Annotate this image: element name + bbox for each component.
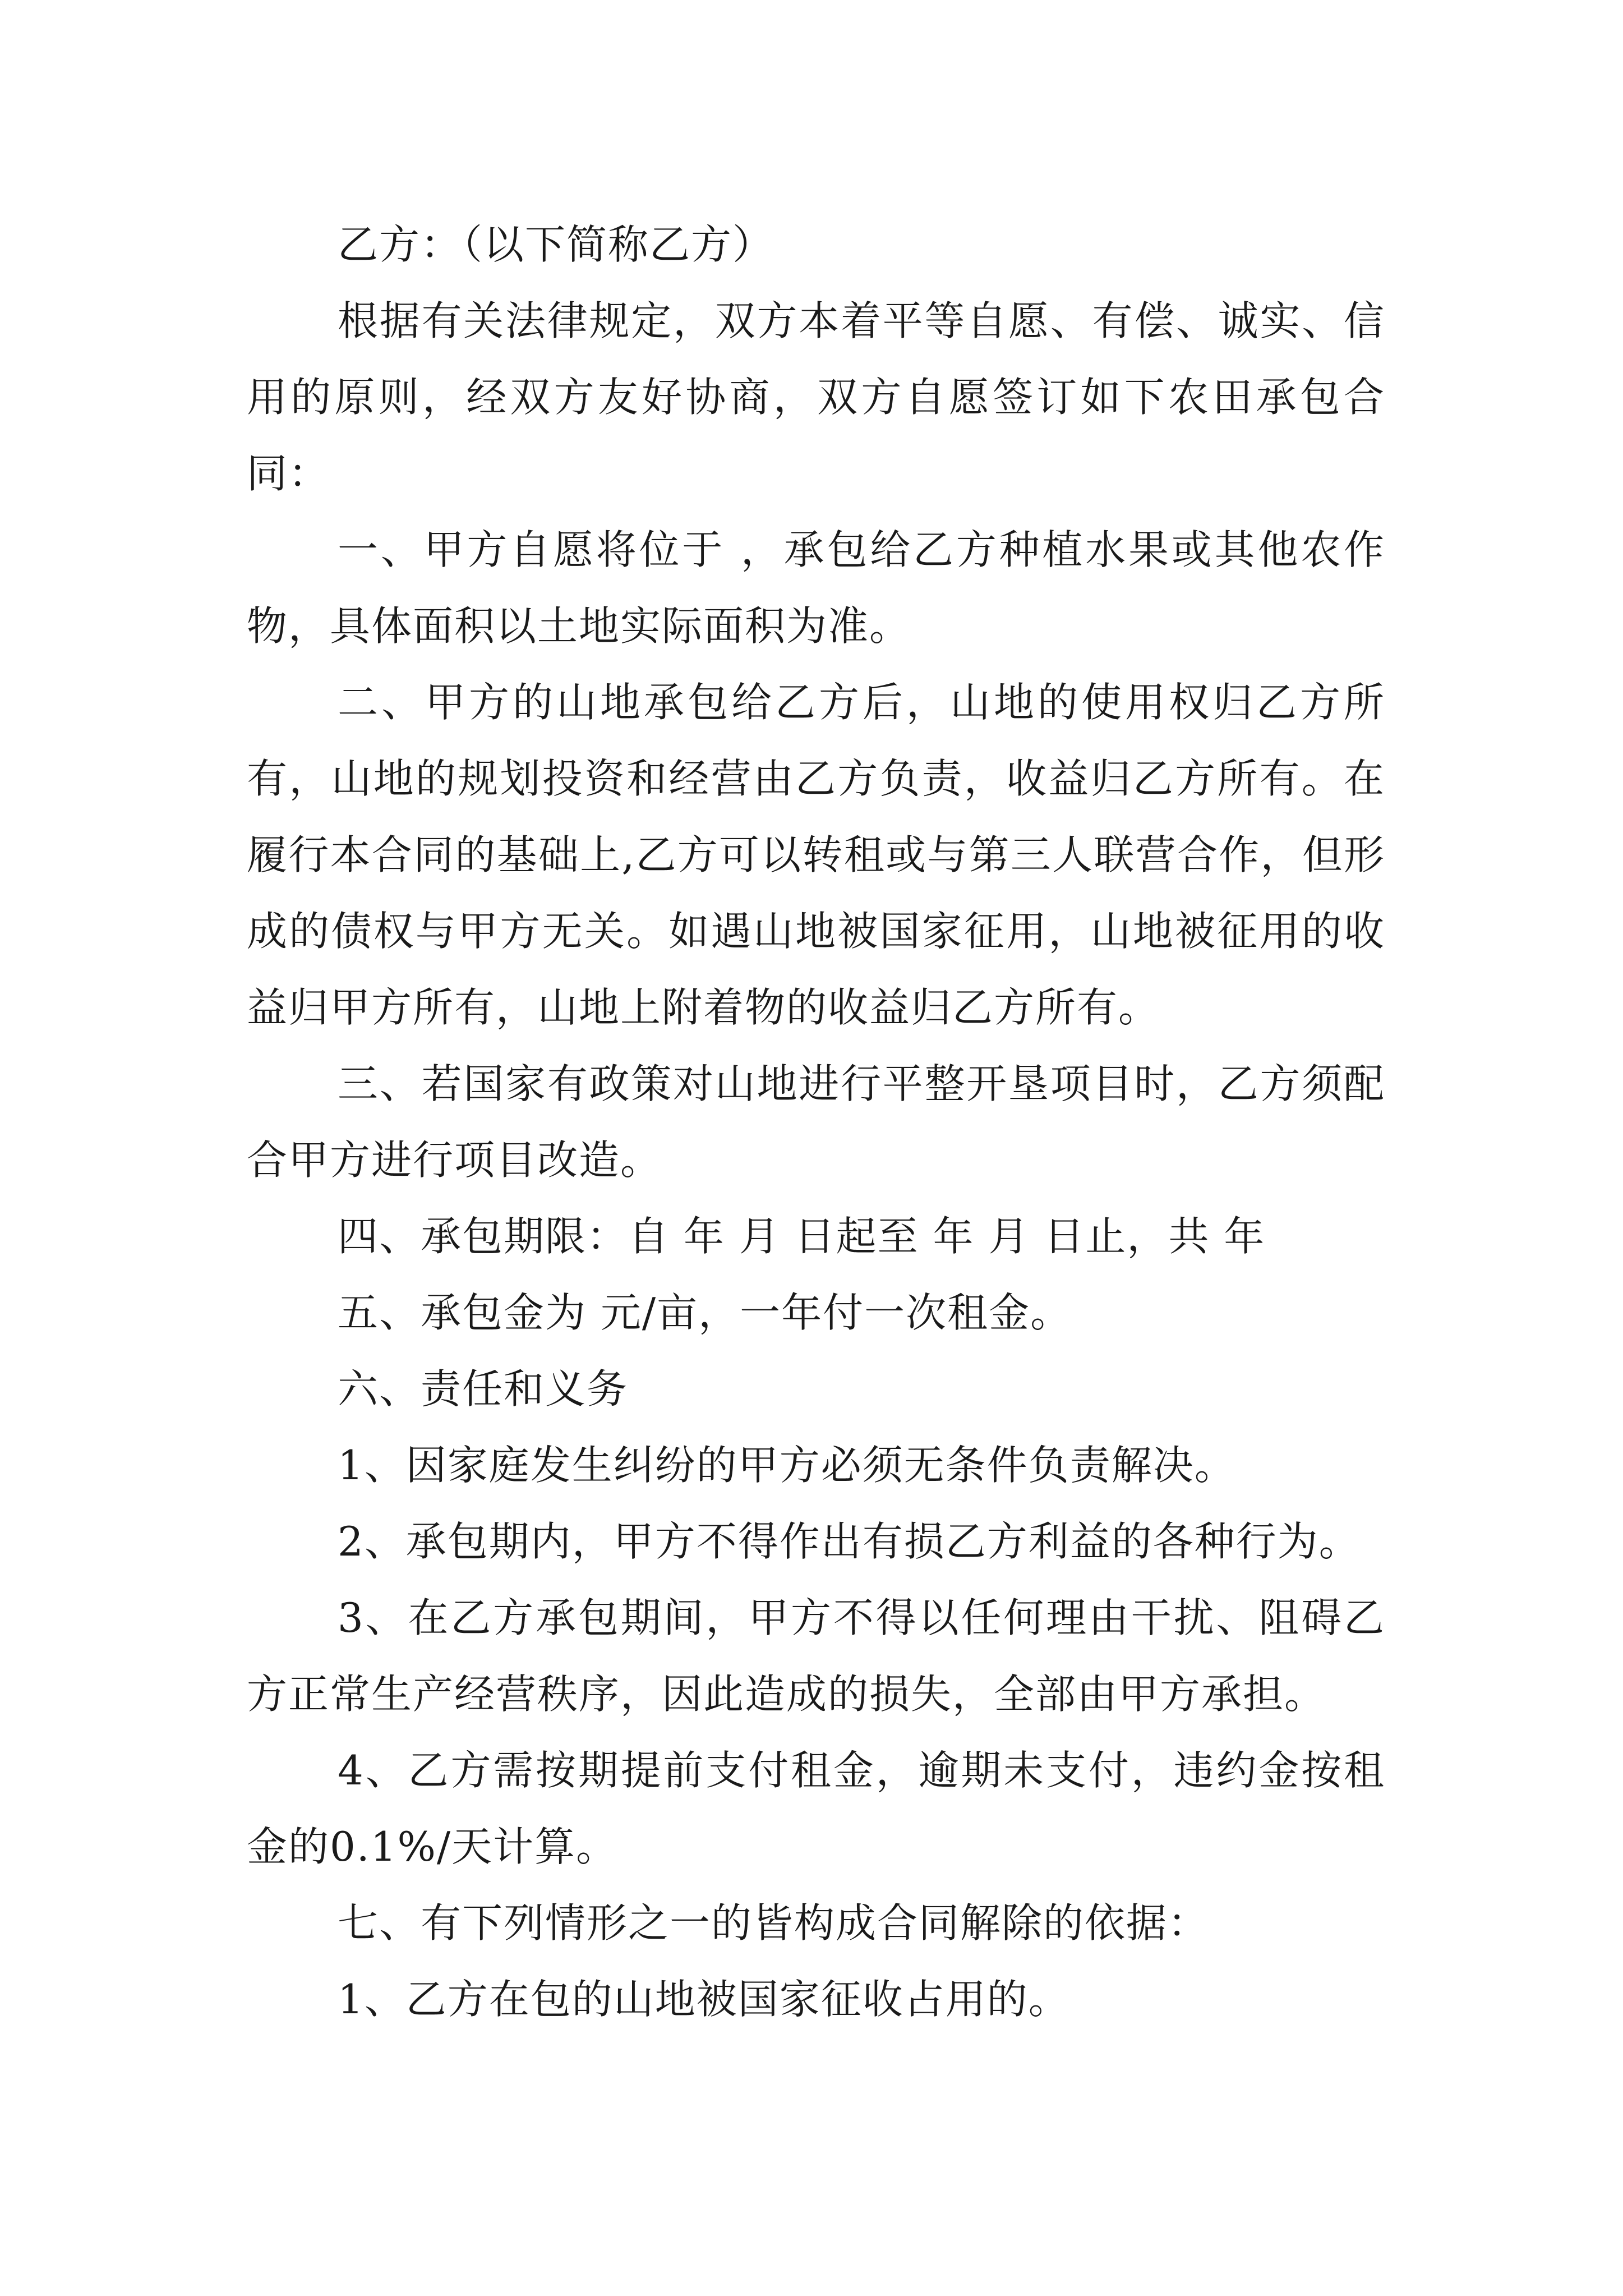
paragraph-clause-2: 二、甲方的山地承包给乙方后，山地的使用权归乙方所有，山地的规划投资和经营由乙方负责，收益归乙方所有。在履行本合同的基础上,乙方可以转租或与第三人联营合作，但形成的债权与甲方无关。如遇山地被国家征用，山地被征用的收益归甲方所有，山地上附着物的收益归乙方所有。: [247, 679, 1385, 1031]
paragraph-clause-5: 五、承包金为 元/亩，一年付一次租金。: [338, 1289, 1072, 1336]
paragraph-clause-6-item-3: 3、在乙方承包期间，甲方不得以任何理由干扰、阻碍乙方正常生产经营秩序，因此造成的损失，全部由甲方承担。: [247, 1594, 1385, 1718]
paragraph-preamble: 根据有关法律规定，双方本着平等自愿、有偿、诚实、信用的原则，经双方友好协商，双方自愿签订如下农田承包合同：: [247, 297, 1385, 497]
contract-body: [247, 206, 1385, 2037]
paragraph-clause-3: 三、若国家有政策对山地进行平整开垦项目时，乙方须配合甲方进行项目改造。: [247, 1060, 1385, 1184]
paragraph-clause-7-item-1: 1、乙方在包的山地被国家征收占用的。: [338, 1976, 1070, 2023]
paragraph-party-b: 乙方：（以下简称乙方）: [338, 221, 774, 268]
paragraph-clause-1: 一、甲方自愿将位于 ，承包给乙方种植水果或其他农作物，具体面积以土地实际面积为准。: [247, 526, 1385, 650]
paragraph-clause-4: 四、承包期限：自 年 月 日起至 年 月 日止，共 年: [338, 1213, 1266, 1260]
paragraph-clause-6-item-2: 2、承包期内，甲方不得作出有损乙方利益的各种行为。: [338, 1518, 1361, 1565]
paragraph-clause-6-heading: 六、责任和义务: [338, 1365, 629, 1412]
paragraph-clause-6-item-1: 1、因家庭发生纠纷的甲方必须无条件负责解决。: [338, 1442, 1236, 1489]
paragraph-clause-6-item-4: 4、乙方需按期提前支付租金，逾期未支付，违约金按租金的0.1%/天计算。: [247, 1747, 1385, 1870]
paragraph-clause-7-heading: 七、有下列情形之一的皆构成合同解除的依据：: [338, 1899, 1210, 1947]
